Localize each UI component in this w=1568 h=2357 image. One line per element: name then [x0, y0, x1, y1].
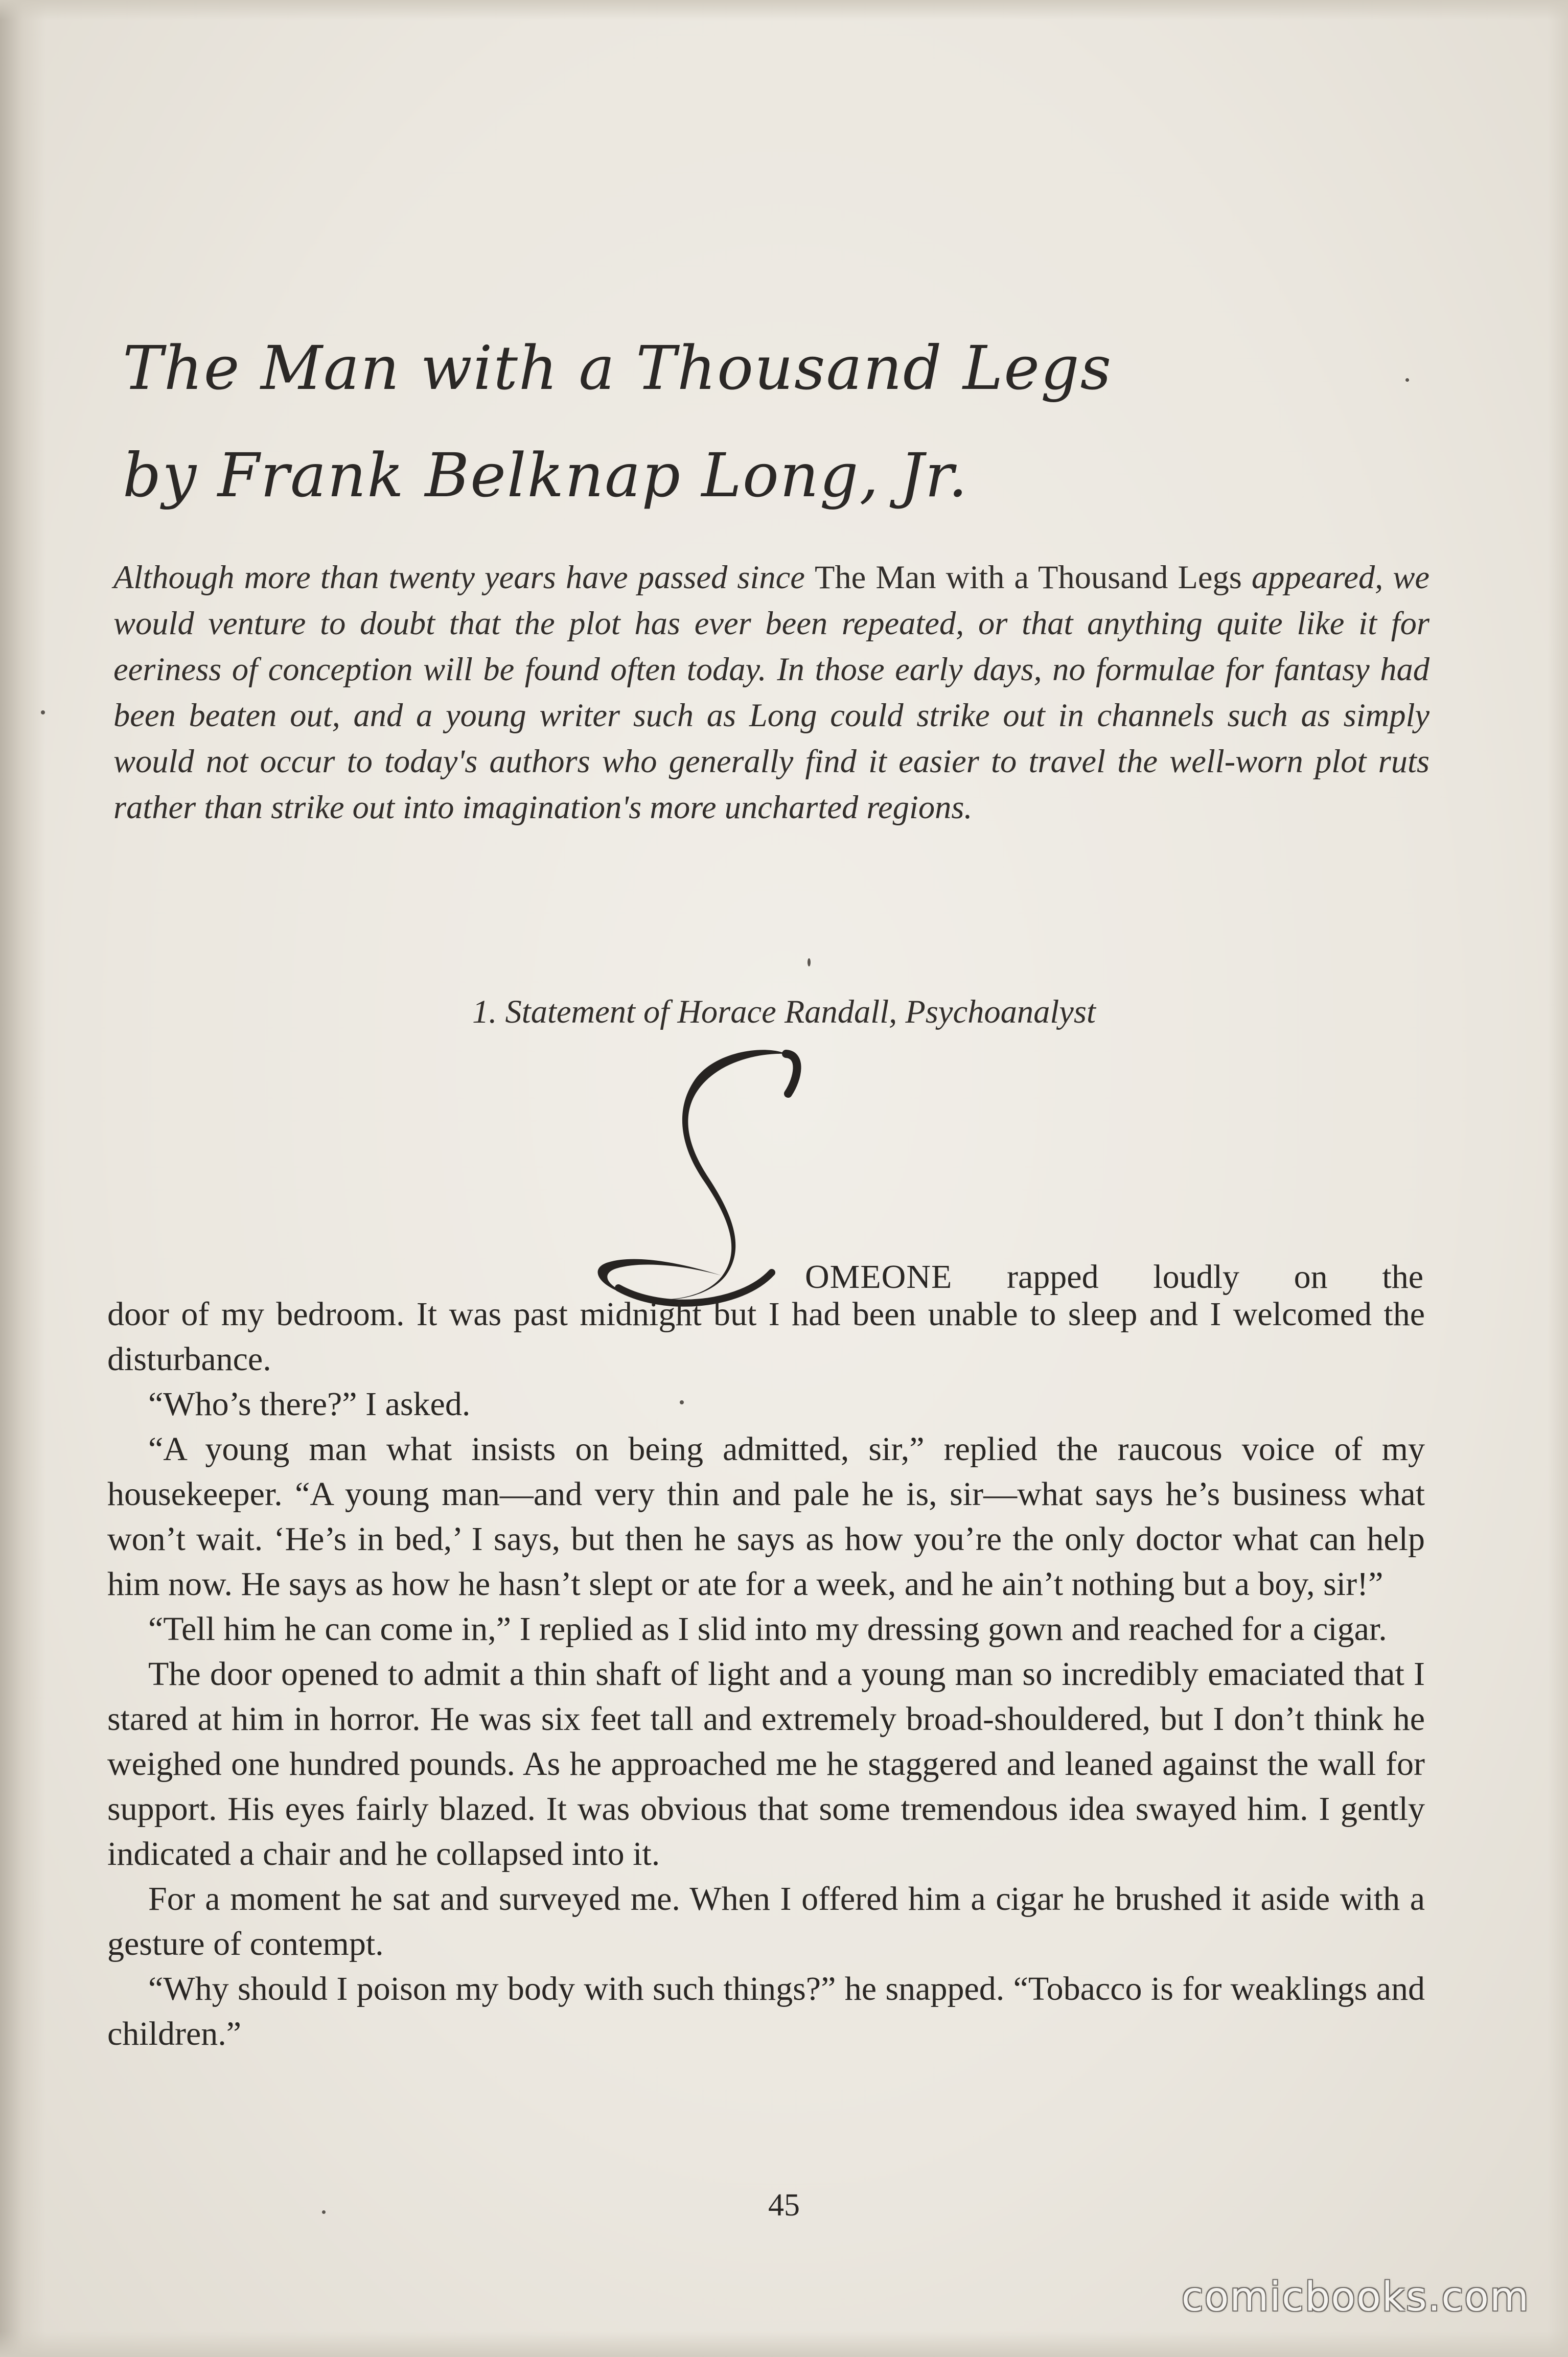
body-paragraph-3: “A young man what insists on being admitted, sir,” replied the raucous voice of my housekeeper. “A young man—and very thin and pale he is, sir—what says he’s business what won’t wait. ‘He’s in bed,’ I says, but then he says as how you’re the only doctor what can help him now. He says as how he hasn’t slept or ate for a week, and he ain’t nothing but a boy, sir!” — [107, 1430, 1425, 1603]
intro-work-title: The Man with a Thousand Legs — [814, 559, 1242, 595]
story-body — [107, 1292, 1425, 2056]
body-paragraph-2: “Who’s there?” I asked. — [148, 1385, 471, 1423]
watermark: comicbooks.com — [1181, 2274, 1530, 2320]
body-paragraph-1: door of my bedroom. It was past midnight but I had been unable to sleep and I welcomed the disturbance. — [107, 1296, 1425, 1378]
page-edge-top — [0, 0, 1568, 20]
body-paragraph-6: For a moment he sat and surveyed me. When I offered him a cigar he brushed it aside with a gesture of contempt. — [107, 1880, 1425, 1962]
body-paragraph-5: The door opened to admit a thin shaft of light and a young man so incredibly emaciated that I stared at him in horror. He was six feet tall and extremely broad-shouldered, but I don’t think he weighed one hundred pounds. As he approached me he staggered and leaned against the wall for support. His eyes fairly blazed. It was obvious that some tremendous idea swayed him. I gently indicated a chair and he collapsed into it. — [107, 1655, 1425, 1873]
spine-shadow — [0, 0, 46, 2357]
first-line-caps: OMEONE — [805, 1258, 953, 1296]
body-paragraph-4: “Tell him he can come in,” I replied as I slid into my dressing gown and reached for a cigar. — [148, 1610, 1387, 1648]
story-byline: by Frank Belknap Long, Jr. — [123, 440, 969, 511]
page-edge-bottom — [0, 2331, 1568, 2357]
story-title: The Man with a Thousand Legs — [123, 333, 1113, 403]
print-speck — [41, 710, 45, 714]
body-paragraph-7: “Why should I poison my body with such things?” he snapped. “Tobacco is for weaklings and children.” — [107, 1970, 1425, 2052]
intro-paragraph — [113, 554, 1429, 830]
print-speck — [808, 958, 811, 966]
section-heading: 1. Statement of Horace Randall, Psychoanalyst — [472, 993, 1096, 1030]
page-edge-right — [1548, 0, 1568, 2357]
intro-text-part1: Although more than twenty years have passed since — [113, 559, 815, 595]
first-line-rest: rapped loudly on the — [952, 1258, 1423, 1296]
page-number: 45 — [768, 2188, 800, 2223]
intro-text-part2: appeared, we would venture to doubt that the plot has ever been repeated, or that anything quite like it for eeriness of conception will be found often today. In those early days, no formulae for fantasy had been beaten out, and a young writer such as Long could strike out in channels such as simply would not occur to today's authors who generally find it easier to travel the well-worn plot ruts rather than strike out into imagination's more uncharted regions. — [113, 559, 1429, 825]
